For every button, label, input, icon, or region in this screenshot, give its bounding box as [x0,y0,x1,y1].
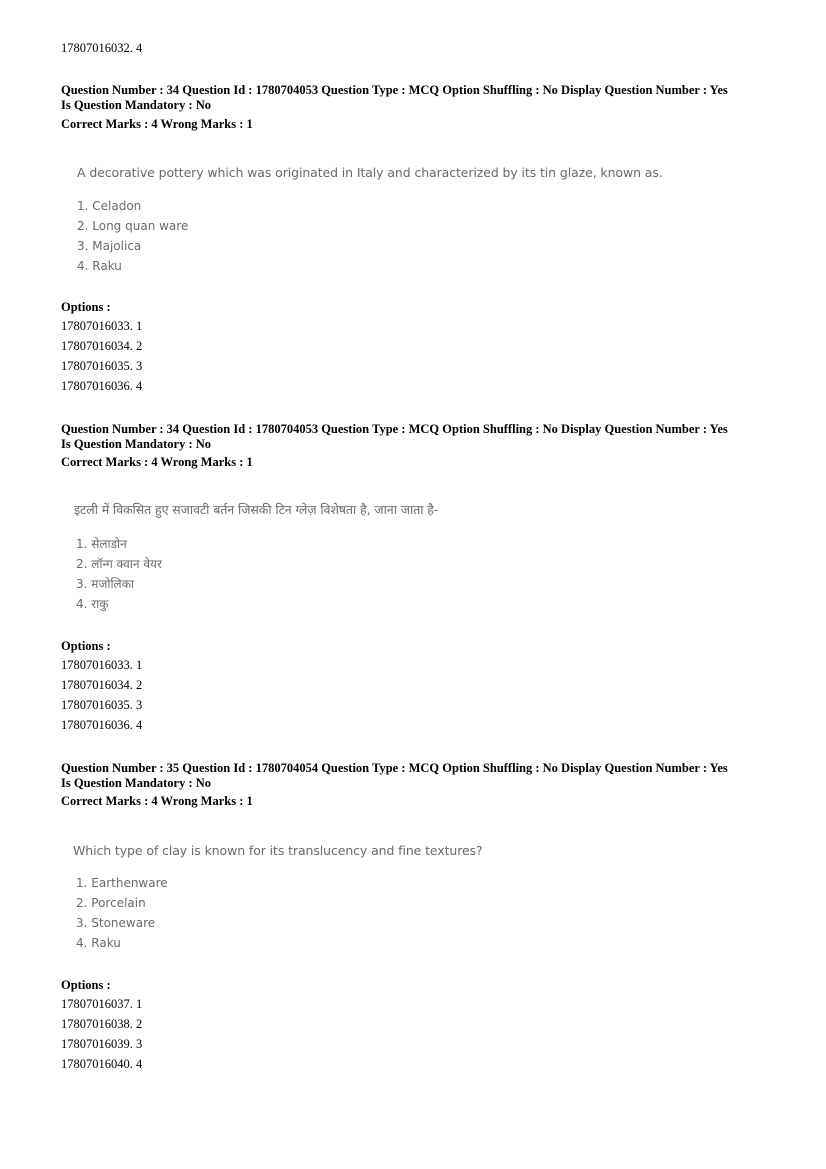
question-choice: 3. Majolica [77,239,142,253]
question-text: Which type of clay is known for its translucency and fine textures? [73,843,483,858]
previous-option-line: 17807016032. 4 [61,41,143,55]
question-text: इटली में विकसित हुए सजावटी बर्तन जिसकी टिन ग्लेज़ विशेषता है, जाना जाता है- [74,502,439,517]
option-line: 17807016036. 4 [61,379,143,393]
question-header: Question Number : 35 Question Id : 1780704054 Question Type : MCQ Option Shuffling : No Display Question Number : Yes [61,761,728,775]
question-marks: Correct Marks : 4 Wrong Marks : 1 [61,117,253,131]
question-choice: 1. Earthenware [76,876,168,890]
question-marks: Correct Marks : 4 Wrong Marks : 1 [61,794,253,808]
question-choice: 2. लॉन्ग क्वान वेयर [76,557,162,571]
question-choice: 3. Stoneware [76,916,156,930]
option-line: 17807016038. 2 [61,1017,143,1031]
question-header: Question Number : 34 Question Id : 1780704053 Question Type : MCQ Option Shuffling : No Display Question Number : Yes [61,422,728,436]
question-choice: 2. Porcelain [76,896,146,910]
question-choice: 4. Raku [76,936,121,950]
question-choice: 4. Raku [77,259,122,273]
option-line: 17807016033. 1 [61,319,143,333]
option-line: 17807016035. 3 [61,359,143,373]
option-line: 17807016033. 1 [61,658,143,672]
question-text: A decorative pottery which was originated in Italy and characterized by its tin glaze, known as. [77,165,663,180]
option-line: 17807016039. 3 [61,1037,143,1051]
question-header: Question Number : 34 Question Id : 1780704053 Question Type : MCQ Option Shuffling : No Display Question Number : Yes [61,83,728,97]
question-choice: 4. राकु [76,597,109,611]
question-mandatory: Is Question Mandatory : No [61,98,212,112]
question-choice: 3. मजोलिका [76,577,135,591]
question-mandatory: Is Question Mandatory : No [61,776,212,790]
options-label: Options : [61,639,111,653]
option-line: 17807016035. 3 [61,698,143,712]
option-line: 17807016036. 4 [61,718,143,732]
question-mandatory: Is Question Mandatory : No [61,437,212,451]
option-line: 17807016034. 2 [61,339,143,353]
option-line: 17807016037. 1 [61,997,143,1011]
options-label: Options : [61,978,111,992]
question-choice: 1. सेलाडोन [76,537,127,551]
option-line: 17807016040. 4 [61,1057,143,1071]
options-label: Options : [61,300,111,314]
question-marks: Correct Marks : 4 Wrong Marks : 1 [61,455,253,469]
question-choice: 2. Long quan ware [77,219,189,233]
option-line: 17807016034. 2 [61,678,143,692]
question-choice: 1. Celadon [77,199,142,213]
